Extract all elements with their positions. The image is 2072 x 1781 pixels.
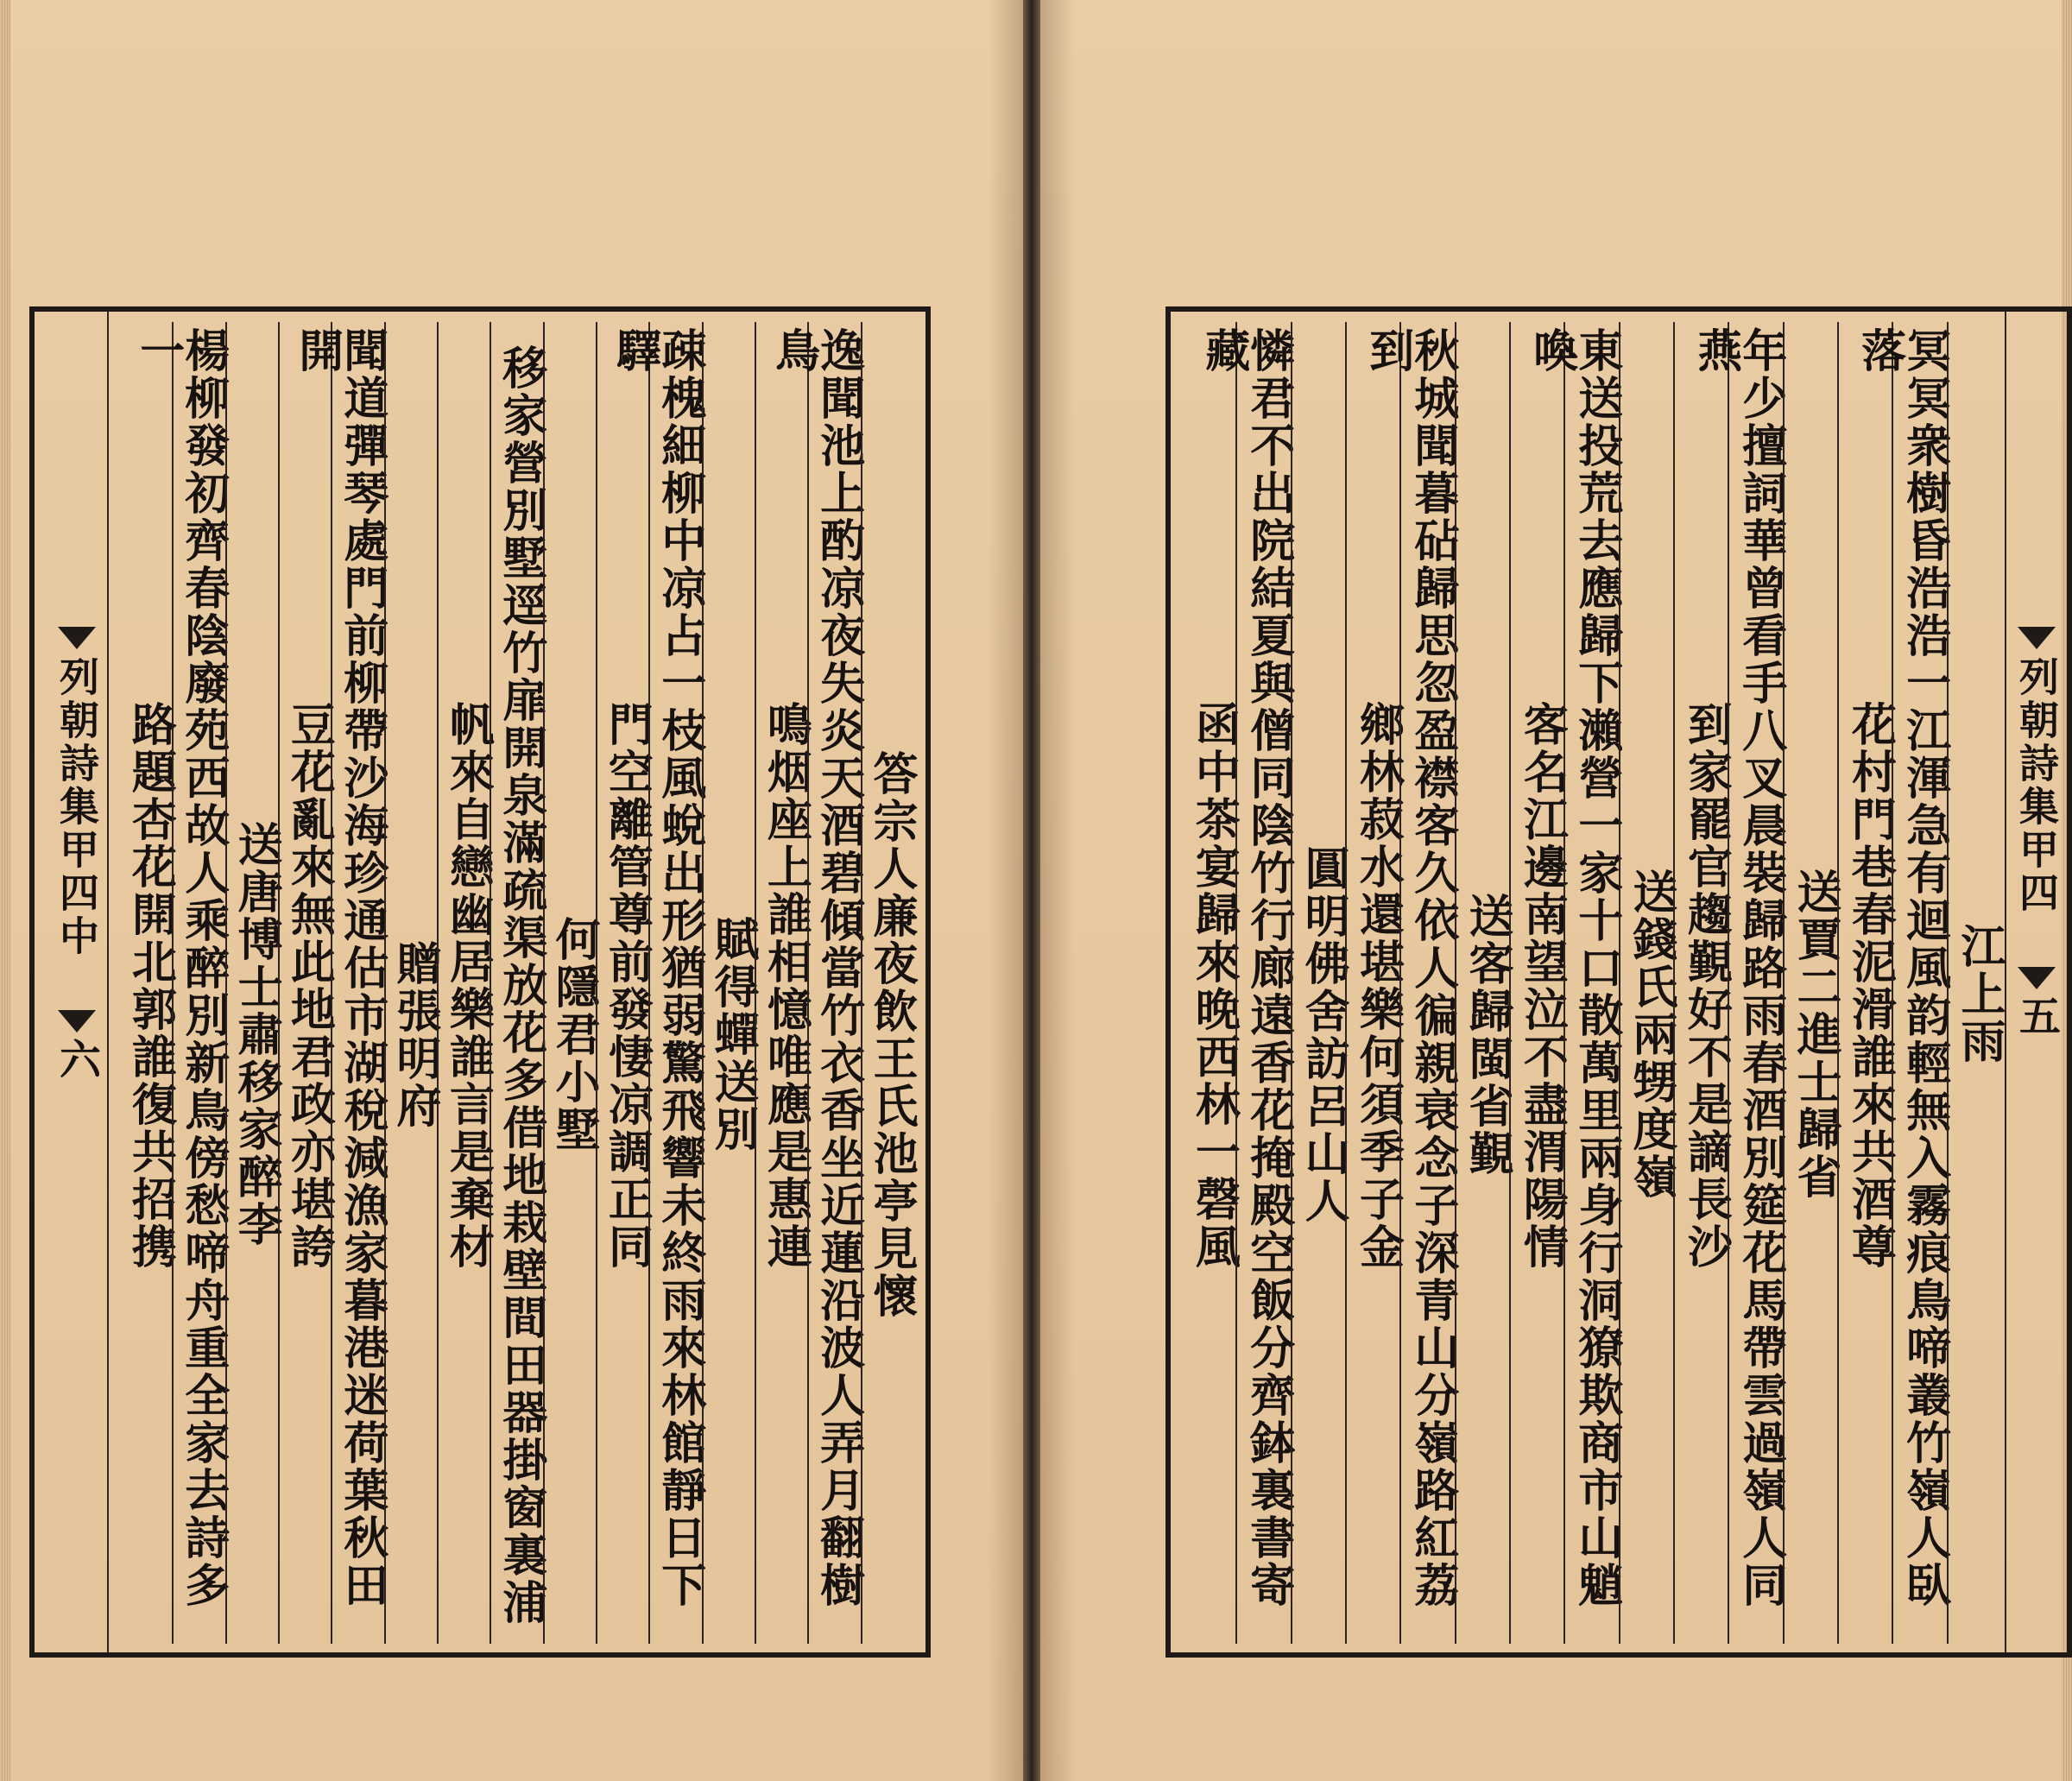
- left-page-edge: [0, 0, 10, 1781]
- book-spine: [1023, 0, 1040, 1781]
- banxin-title: 列朝詩集甲四: [2013, 656, 2060, 915]
- verse-column: 年少擅詞華曾看手八叉晨裝歸路雨春酒別筵花馬帶雲過嶺人同燕: [1728, 322, 1782, 1644]
- right-banxin: [2005, 312, 2067, 1652]
- poem-title-column: 圓明佛舍訪呂山人: [1291, 322, 1345, 1644]
- poem-title-column: 送錢氏兩甥度嶺: [1619, 322, 1673, 1644]
- verse-column: 函中茶宴歸來晚西林一磬風: [1187, 700, 1241, 1271]
- verse-column: 楊柳發初齊春陰廢苑西故人乘醉別新鳥傍愁啼舟重全家去詩多一: [172, 322, 224, 1644]
- verse-column: 憐君不出院結夏與僧同陰竹行廊遠香花掩殿空飯分齊鉢裏書寄藏: [1235, 322, 1290, 1644]
- poem-title-column: 送客歸閩省覲: [1455, 322, 1509, 1644]
- verse-column: 聞道彈琴處門前柳帶沙海珍通估市湖稅減漁家暮港迷荷葉秋田開: [331, 322, 383, 1644]
- banxin-title: 列朝詩集甲四中: [54, 656, 100, 958]
- left-page: [0, 0, 1023, 1781]
- fishtail-mark-upper: [58, 627, 96, 649]
- page-number: 五: [2012, 995, 2061, 1036]
- verse-column: 路題杏花開北郭誰復共招携: [123, 700, 177, 1271]
- poem-title-column: 何隱君小墅: [543, 322, 596, 1644]
- verse-column: 移家營別墅逕竹扉開泉滿疏渠放花多借地栽壁間田器掛窗裏浦: [490, 322, 542, 1644]
- poem-title-column: 贈張明府: [384, 322, 437, 1644]
- verse-column: 疎槐細柳中凉占一枝風蛻出形猶弱驚飛響未終雨來林館靜日下驛: [648, 322, 701, 1644]
- fishtail-mark-lower: [2018, 967, 2056, 989]
- verse-column: 豆花亂來無此地君政亦堪誇: [278, 322, 331, 1644]
- left-banxin: [47, 312, 109, 1652]
- right-page-frame: [1166, 306, 2072, 1658]
- poem-title-column: 答宗人廉夜飲王氏池亭見懷: [861, 322, 913, 1644]
- poem-heading-column: 江上雨: [1947, 322, 2001, 1644]
- right-text-columns: [1183, 322, 2006, 1644]
- verse-column: 秋城聞暮砧歸思忽盈襟客久依人徧親衰念子深青山分嶺路紅荔到: [1399, 322, 1454, 1644]
- verse-column: 冥冥衆樹昏浩浩一江渾急有迴風韵輕無入霧痕鳥啼叢竹嶺人臥落: [1892, 322, 1946, 1644]
- fishtail-mark-upper: [2018, 627, 2056, 649]
- verse-column: 鄉林菽水還堪樂何須季子金: [1345, 322, 1399, 1644]
- fishtail-mark-lower: [58, 1010, 96, 1033]
- verse-column: 鳴烟座上誰相憶唯應是惠連: [755, 322, 807, 1644]
- page-number: 六: [52, 1038, 101, 1079]
- verse-column: 到家罷官趨覲好不是謫長沙: [1673, 322, 1728, 1644]
- left-page-frame: [29, 306, 931, 1658]
- verse-column: 逸聞池上酌凉夜失炎天酒碧傾當竹衣香坐近蓮沿波人弄月翻樹鳥: [807, 322, 860, 1644]
- verse-column: 花村門巷春泥滑誰來共酒尊: [1837, 322, 1892, 1644]
- poem-title-column: 送唐博士肅移家醉李: [225, 322, 278, 1644]
- left-text-columns: [121, 322, 918, 1644]
- verse-column: 門空離管尊前發悽凉調正同: [596, 322, 648, 1644]
- verse-column: 東送投荒去應歸下瀨營一家十口散萬里兩身行洞獠欺商市山魈喚: [1563, 322, 1618, 1644]
- right-page: [1040, 0, 2072, 1781]
- poem-title-column: 賦得蟬送別: [702, 322, 755, 1644]
- poem-title-column: 送賈二進士歸省: [1783, 322, 1837, 1644]
- verse-column: 客名江邊南望泣不盡渭陽情: [1509, 322, 1563, 1644]
- verse-column: 帆來自戀幽居樂誰言是棄材: [437, 322, 490, 1644]
